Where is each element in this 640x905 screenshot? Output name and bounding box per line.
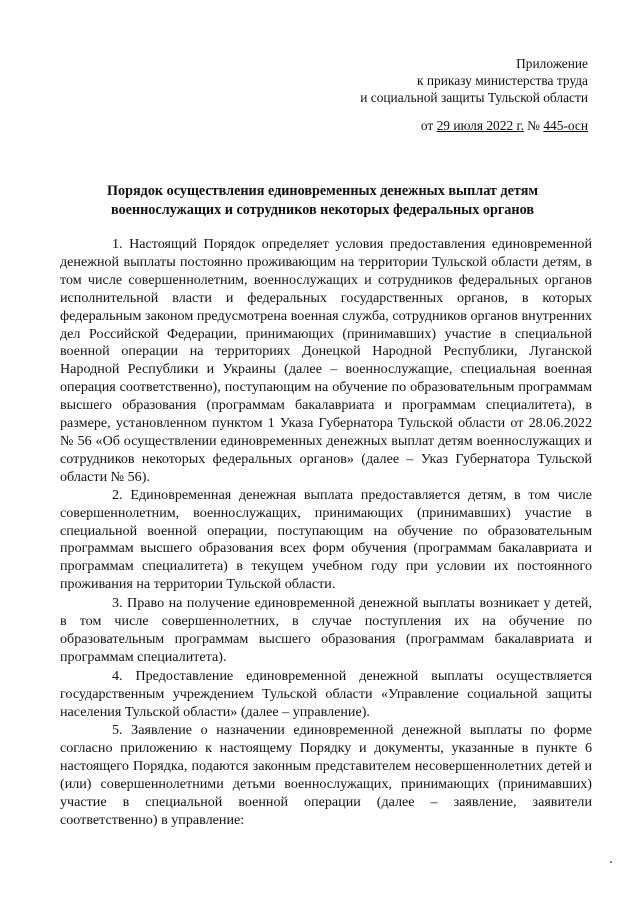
paragraph-3: 3. Право на получение единовременной денежной выплаты возникает у детей, в том числе совершеннолетних, в случае поступления их на обучение по образовательным программам высшего образования (программам бакалавриата и программам специалитета). [60, 595, 592, 665]
title-line-2: военнослужащих и сотрудников некоторых федеральных органов [111, 202, 534, 218]
appendix-reference: к приказу министерства труда [417, 73, 588, 88]
appendix-ministry: и социальной защиты Тульской области [360, 90, 588, 105]
order-number-sign: № [523, 118, 544, 133]
appendix-header [360, 55, 588, 106]
order-reference [421, 117, 588, 134]
paragraph-5: 5. Заявление о назначении единовременной денежной выплаты по форме согласно приложению к настоящему Порядку и документы, указанные в пункте 6 настоящего Порядка, подаются законным представителем несовершеннолетних детей и (или) совершеннолетними детьми военнослужащих, принимающих (принимавших) участие в специальной военной операции (далее – заявление, заявители соответственно) в управление: [60, 722, 592, 828]
appendix-label: Приложение [516, 56, 588, 71]
scan-speck [610, 861, 612, 863]
paragraph-1: 1. Настоящий Порядок определяет условия предоставления единовременной денежной выплаты постоянно проживающим на территории Тульской области детям, в том числе совершеннолетним, военнослужащих и сотрудников федеральных органов исполнительной власти и федеральных государственных органов, в которых федеральным законом предусмотрена военная служба, сотрудников органов внутренних дел Российской Федерации, принимающих (принимавших) участие в специальной военной операции на территориях Донецкой Народной Республики, Луганской Народной Республики и Украины (далее – военнослужащие, специальная военная операция соответственно), поступающим на обучение по образовательным программам высшего образования (программам бакалавриата и программам специалитета), в размере, установленном пунктом 1 Указа Губернатора Тульской области от 28.06.2022 № 56 «Об осуществлении единовременных денежных выплат детям военнослужащих и сотрудников некоторых федеральных органов» (далее – Указ Губернатора Тульской области № 56). [60, 236, 592, 485]
paragraph-2: 2. Единовременная денежная выплата предоставляется детям, в том числе совершеннолетним, военнослужащих, принимающих (принимавших) участие в специальной военной операции, поступающим на обучение по образовательным программам высшего образования всех форм обучения (программам бакалавриата и программам специалитета) в текущем учебном году при условии их постоянного проживания на территории Тульской области. [60, 486, 592, 593]
paragraph-4: 4. Предоставление единовременной денежной выплаты осуществляется государственным учреждением Тульской области «Управление социальной защиты населения Тульской области» (далее – управление). [60, 667, 592, 720]
document-title [60, 182, 585, 220]
title-line-1: Порядок осуществления единовременных денежных выплат детям [106, 183, 539, 199]
order-number: 445-осн [543, 118, 588, 133]
order-date: 29 июля 2022 г. [436, 118, 524, 133]
order-prefix: от [420, 118, 437, 133]
document-body [60, 236, 592, 830]
